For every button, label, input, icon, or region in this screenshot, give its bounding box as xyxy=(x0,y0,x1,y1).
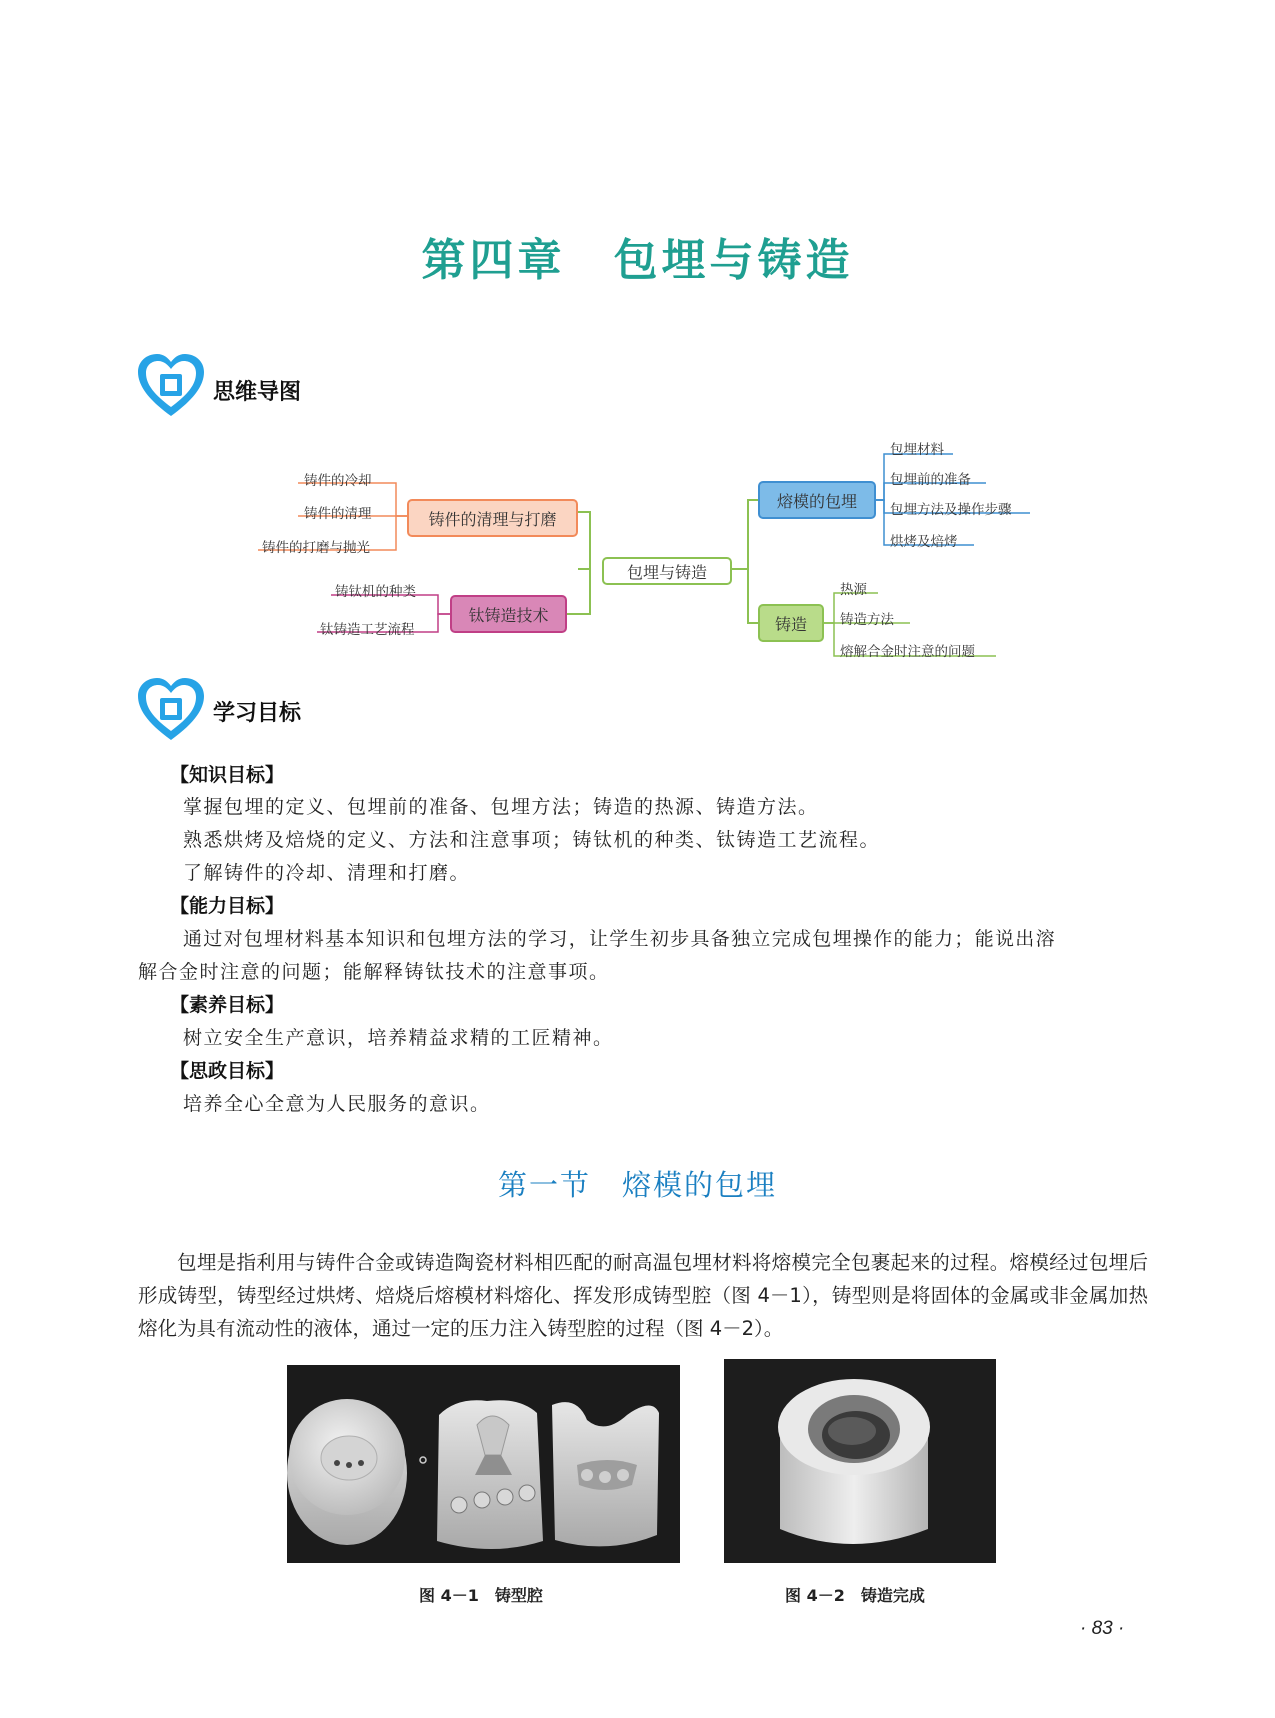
mindmap-leaf: 铸钛机的种类 xyxy=(335,584,416,600)
knowledge-line: 熟悉烘烤及焙烧的定义、方法和注意事项；铸钛机的种类、钛铸造工艺流程。 xyxy=(183,829,881,851)
knowledge-line: 掌握包埋的定义、包埋前的准备、包埋方法；铸造的热源、铸造方法。 xyxy=(183,796,819,818)
mindmap-leaf: 熔解合金时注意的问题 xyxy=(840,644,975,660)
ideology-title: 【思政目标】 xyxy=(170,1060,285,1082)
knowledge-line: 了解铸件的冷却、清理和打磨。 xyxy=(183,862,471,884)
mindmap-leaf: 铸件的清理 xyxy=(304,506,372,522)
figure-caption: 图 4－1 铸型腔 xyxy=(419,1586,543,1605)
section-title: 第一节 熔模的包埋 xyxy=(497,1168,777,1202)
figure-caption: 图 4－2 铸造完成 xyxy=(785,1586,925,1605)
ability-line: 通过对包埋材料基本知识和包埋方法的学习，让学生初步具备独立完成包埋操作的能力；能说出溶 xyxy=(183,928,1056,950)
ability-title: 【能力目标】 xyxy=(170,895,285,917)
mindmap-leaf: 铸件的打磨与抛光 xyxy=(262,540,370,556)
mindmap-node-titanium: 钛铸造技术 xyxy=(450,595,567,633)
quality-line: 树立安全生产意识，培养精益求精的工匠精神。 xyxy=(183,1027,614,1049)
page-number: · 83 · xyxy=(1080,1618,1125,1639)
heart-icon xyxy=(136,676,206,746)
mindmap-heading: 思维导图 xyxy=(213,380,302,405)
mindmap-leaf: 热源 xyxy=(840,582,867,598)
mindmap-leaf: 铸造方法 xyxy=(840,612,894,628)
ideology-line: 培养全心全意为人民服务的意识。 xyxy=(183,1093,491,1115)
figure-casting-complete-photo xyxy=(724,1359,996,1563)
objectives-heading: 学习目标 xyxy=(213,701,302,726)
ability-line: 解合金时注意的问题；能解释铸钛技术的注意事项。 xyxy=(138,961,610,983)
mindmap-node-casting: 铸造 xyxy=(758,604,824,642)
mindmap-node-investment: 熔模的包埋 xyxy=(758,481,876,519)
knowledge-title: 【知识目标】 xyxy=(170,764,285,786)
mindmap-leaf: 烘烤及焙烤 xyxy=(890,534,958,550)
mindmap-leaf: 铸件的冷却 xyxy=(304,473,372,489)
quality-title: 【素养目标】 xyxy=(170,994,285,1016)
mindmap-node-cleaning: 铸件的清理与打磨 xyxy=(407,499,578,537)
chapter-title: 第四章 包埋与铸造 xyxy=(421,235,854,286)
body-paragraph: 包埋是指利用与铸件合金或铸造陶瓷材料相匹配的耐高温包埋材料将熔模完全包裹起来的过程。熔模经过包埋后形成铸型，铸型经过烘烤、焙烧后熔模材料熔化、挥发形成铸型腔（图 4－1），铸型则是将固体的金属或非金属加热熔化为具有流动性的液体，通过一定的压力注入铸型腔的过程（图 4－2）。 xyxy=(138,1251,1148,1340)
mindmap-leaf: 包埋前的准备 xyxy=(890,472,971,488)
mindmap-center-node: 包埋与铸造 xyxy=(602,557,732,585)
mindmap-leaf: 钛铸造工艺流程 xyxy=(320,622,415,638)
mindmap-leaf: 包埋方法及操作步骤 xyxy=(890,502,1012,518)
figure-mold-cavity-photo xyxy=(287,1365,680,1563)
mindmap-connectors xyxy=(0,430,1275,670)
mindmap-leaf: 包埋材料 xyxy=(890,442,944,458)
heart-icon xyxy=(136,352,206,422)
